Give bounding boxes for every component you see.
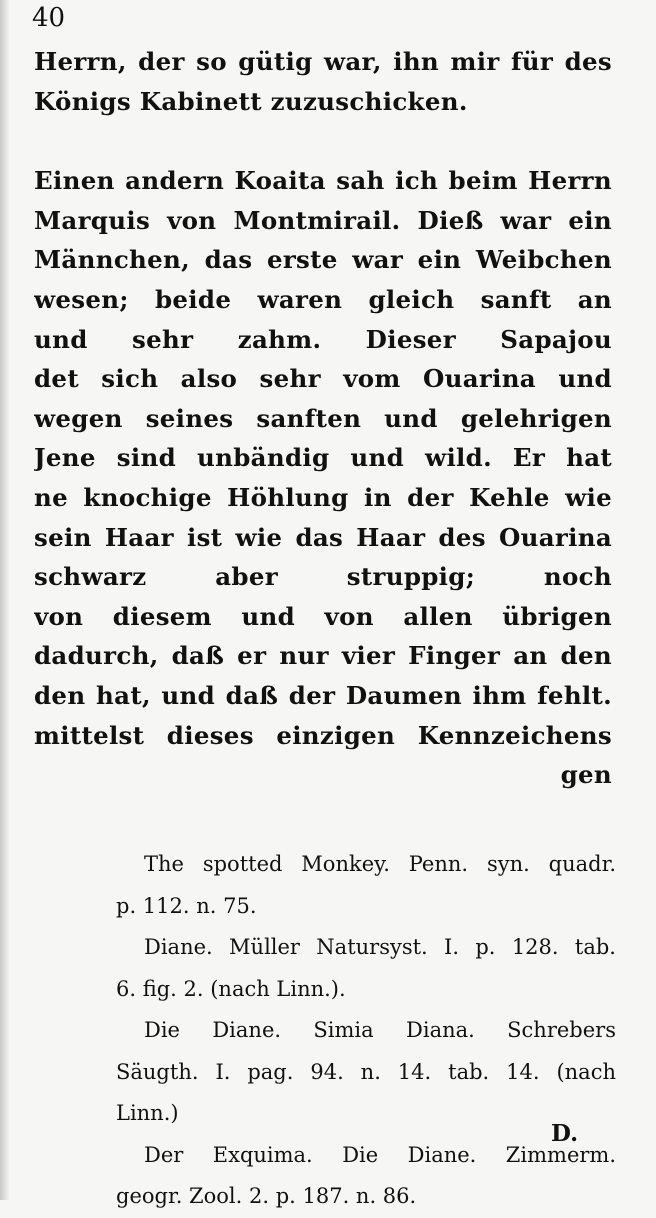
author-signature: D.: [551, 1120, 579, 1147]
text-line: schwarz aber struppig; noch: [34, 562, 612, 592]
page-edge-shadow: [0, 0, 10, 1200]
footnote-line: 6. fig. 2. (nach Linn.).: [116, 976, 346, 1001]
text-line: Königs Kabinett zuzuschicken.: [34, 86, 468, 116]
catchword: gen: [560, 760, 612, 790]
text-line: Marquis von Montmirail. Dieß war ein: [34, 205, 612, 235]
footnote-line: p. 112. n. 75.: [116, 893, 257, 918]
text-line: wesen; beide waren gleich sanft an: [34, 284, 612, 314]
body-text: [34, 42, 612, 795]
footnotes: [116, 844, 616, 1218]
text-line: und sehr zahm. Dieser Sapajou: [34, 324, 612, 354]
text-line: von diesem und von allen übrigen: [34, 601, 612, 631]
text-line: Einen andern Koaita sah ich beim Herrn: [34, 166, 612, 196]
footnote-line: Linn.): [116, 1101, 179, 1125]
text-line: mittelst dieses einzigen Kennzeichens: [34, 720, 612, 750]
text-line: det sich also sehr vom Ouarina und: [34, 364, 612, 394]
text-line: Herrn, der so gütig war, ihn mir für des: [34, 47, 612, 76]
footnote-line: The spotted Monkey. Penn. syn. quadr.: [144, 852, 616, 876]
footnote-line: geogr. Zool. 2. p. 187. n. 86.: [116, 1184, 417, 1208]
page-number: 40: [32, 3, 66, 33]
footnote-line: Diane. Müller Natursyst. I. p. 128. tab.: [144, 935, 616, 959]
footnote-line: Die Diane. Simia Diana. Schrebers: [144, 1018, 616, 1042]
footnote-line: Der Exquima. Die Diane. Zimmerm.: [144, 1142, 616, 1167]
text-line: Männchen, das erste war ein Weibchen: [34, 245, 612, 275]
paragraph-break: [34, 121, 612, 161]
text-line: ne knochige Höhlung in der Kehle wie: [34, 482, 612, 512]
footnote-line: Säugth. I. pag. 94. n. 14. tab. 14. (nach: [116, 1059, 616, 1084]
text-line: den hat, und daß der Daumen ihm fehlt.: [34, 680, 612, 710]
text-line: sein Haar ist wie das Haar des Ouarina: [34, 522, 612, 552]
text-line: wegen seines sanften und gelehrigen: [34, 403, 612, 433]
text-line: dadurch, daß er nur vier Finger an den: [34, 641, 612, 671]
text-line: Jene sind unbändig und wild. Er hat: [34, 443, 612, 473]
